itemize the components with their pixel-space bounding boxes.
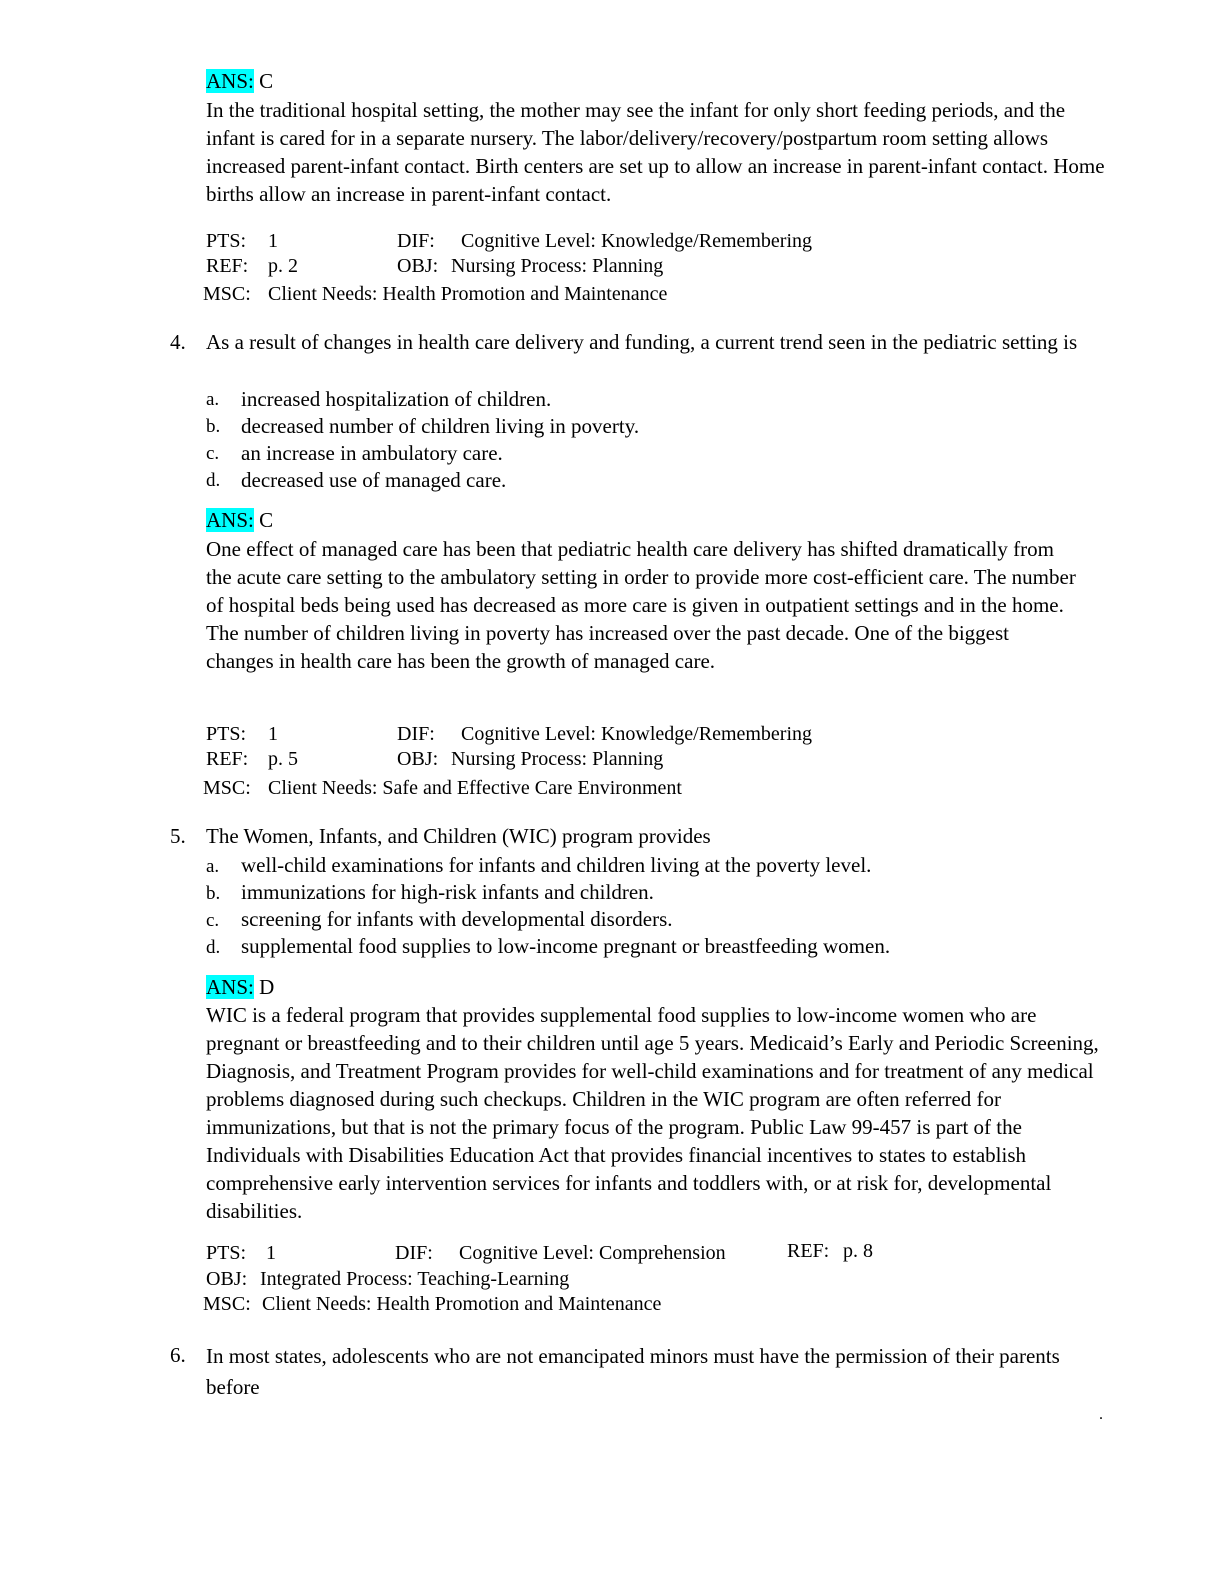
- option-text: increased hospitalization of children.: [241, 387, 552, 411]
- obj-value: Nursing Process: Planning: [451, 255, 664, 277]
- ref-label: REF:: [787, 1240, 830, 1262]
- option-letter: d.: [206, 937, 221, 958]
- option-letter: c.: [206, 910, 220, 931]
- option-letter: d.: [206, 470, 221, 491]
- answer-label: ANS:: [206, 69, 254, 93]
- ref-value: p. 5: [268, 748, 298, 770]
- answer-line: [206, 975, 274, 1000]
- obj-label: OBJ:: [206, 1268, 248, 1290]
- option-text: supplemental food supplies to low-income pregnant or breastfeeding women.: [241, 934, 891, 958]
- question-number: 4.: [170, 330, 186, 354]
- option-text: immunizations for high-risk infants and children.: [241, 880, 654, 904]
- option-text: an increase in ambulatory care.: [241, 441, 503, 465]
- ref-label: REF:: [206, 748, 249, 770]
- option-letter: a.: [206, 389, 220, 410]
- option-text: well-child examinations for infants and children living at the poverty level.: [241, 853, 872, 877]
- question-number: 6.: [170, 1343, 186, 1367]
- rationale-text: WIC is a federal program that provides supplemental food supplies to low-income women who are pregnant or breastfeeding and to their children until age 5 years. Medicaid’s Early and Periodic Screening, Diagnosis, and Treatment Program provides for well-child examinations and for treatment of any medical problems diagnosed during such checkups. Children in the WIC program are often referred for immunizations, but that is not the primary focus of the program. Public Law 99-457 is part of the Individuals with Disabilities Education Act that provides financial incentives to states to establish comprehensive early intervention services for infants and toddlers with, or at risk for, developmental disabilities.: [206, 1003, 1099, 1223]
- answer-line: [206, 508, 273, 533]
- dif-value: Cognitive Level: Comprehension: [459, 1242, 726, 1264]
- dif-label: DIF:: [395, 1242, 433, 1264]
- obj-label: OBJ:: [397, 748, 439, 770]
- pts-value: 1: [266, 1242, 276, 1264]
- answer-label: ANS:: [206, 975, 254, 999]
- answer-label: ANS:: [206, 508, 254, 532]
- msc-value: Client Needs: Safe and Effective Care Environment: [268, 777, 682, 799]
- answer-value: C: [259, 508, 274, 532]
- obj-value: Integrated Process: Teaching-Learning: [260, 1268, 570, 1290]
- msc-value: Client Needs: Health Promotion and Maintenance: [262, 1293, 662, 1315]
- question-stem: The Women, Infants, and Children (WIC) program provides: [206, 824, 711, 848]
- rationale-text: One effect of managed care has been that pediatric health care delivery has shifted dramatically from the acute care setting to the ambulatory setting in order to provide more cost-efficient care. The number of hospital beds being used has decreased as more care is given in outpatient settings and in the home. The number of children living in poverty has increased over the past decade. One of the biggest changes in health care has been the growth of managed care.: [206, 537, 1076, 673]
- question-stem: As a result of changes in health care delivery and funding, a current trend seen in the pediatric setting is: [206, 330, 1078, 354]
- msc-label: MSC:: [203, 777, 251, 799]
- question-number: 5.: [170, 824, 186, 848]
- answer-line: [206, 69, 273, 94]
- msc-value: Client Needs: Health Promotion and Maintenance: [268, 283, 668, 305]
- answer-value: C: [259, 69, 274, 93]
- answer-value: D: [259, 975, 275, 999]
- pts-label: PTS:: [206, 723, 247, 745]
- option-letter: b.: [206, 883, 221, 904]
- msc-label: MSC:: [203, 283, 251, 305]
- rationale-text: In the traditional hospital setting, the mother may see the infant for only short feeding periods, and the infant is cared for in a separate nursery. The labor/delivery/recovery/postpartum room setting allows increased parent-infant contact. Birth centers are set up to allow an increase in parent-infant contact. Home births allow an increase in parent-infant contact.: [206, 98, 1105, 206]
- dif-value: Cognitive Level: Knowledge/Remembering: [461, 230, 813, 252]
- option-text: screening for infants with developmental disorders.: [241, 907, 673, 931]
- dif-label: DIF:: [397, 723, 435, 745]
- option-letter: a.: [206, 856, 220, 877]
- dif-label: DIF:: [397, 230, 435, 252]
- obj-value: Nursing Process: Planning: [451, 748, 664, 770]
- question-stem: In most states, adolescents who are not emancipated minors must have the permission of their parents before: [206, 1344, 1060, 1399]
- option-letter: c.: [206, 443, 220, 464]
- msc-label: MSC:: [203, 1293, 251, 1315]
- pts-label: PTS:: [206, 230, 247, 252]
- option-text: decreased use of managed care.: [241, 468, 507, 492]
- obj-label: OBJ:: [397, 255, 439, 277]
- dif-value: Cognitive Level: Knowledge/Remembering: [461, 723, 813, 745]
- pts-label: PTS:: [206, 1242, 247, 1264]
- pts-value: 1: [268, 723, 278, 745]
- option-letter: b.: [206, 416, 221, 437]
- option-text: decreased number of children living in poverty.: [241, 414, 640, 438]
- pts-value: 1: [268, 230, 278, 252]
- ref-value: p. 8: [843, 1240, 873, 1262]
- footer-mark: .: [1099, 1406, 1103, 1423]
- ref-label: REF:: [206, 255, 249, 277]
- ref-value: p. 2: [268, 255, 298, 277]
